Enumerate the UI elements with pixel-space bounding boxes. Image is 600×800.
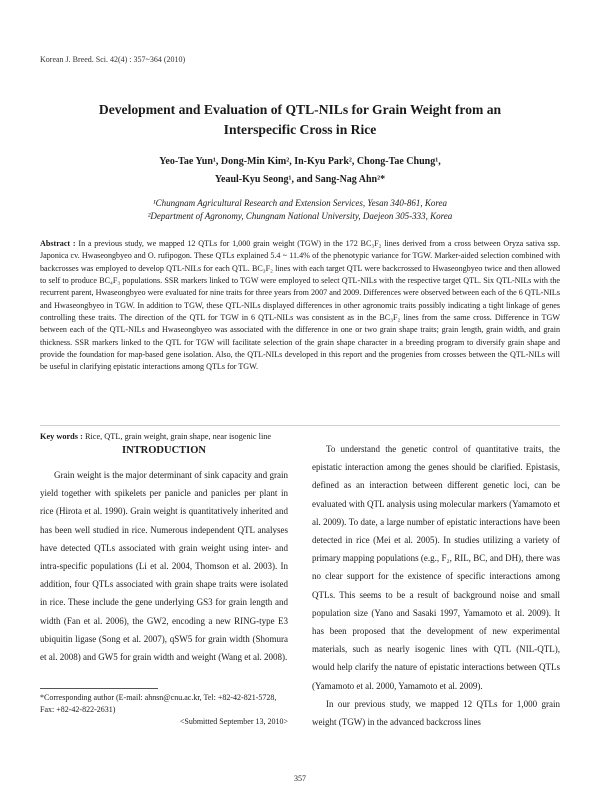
page-number: 357 — [294, 774, 306, 783]
right-column — [312, 440, 560, 731]
section-heading-introduction: INTRODUCTION — [121, 445, 206, 456]
corresponding-author-footnote: *Corresponding author (E-mail: ahnsn@cnu.ac.kr, Tel: +82-42-821-5728, Fax: +82-42-822-2631) — [40, 693, 277, 714]
keywords-text: Rice, QTL, grain weight, grain shape, near isogenic line — [84, 432, 272, 441]
affiliations — [60, 197, 540, 223]
abstract-text: In a previous study, we mapped 12 QTLs for 1,000 grain weight (TGW) in the 172 BC₃F₂ lines derived from a cross between Oryza sativa ssp. Japonica cv. Hwaseongbyeo and O. rufipogon. These QTLs explained 5.4 ~ 11.4% of the phenotypic variance for TGW. Marker-aided selection combined with backcrosses was employed to develop QTL-NILs for each QTL. BC₃F₂ lines with each target QTL were backcrossed to Hwaseongbyeo twice and then allowed to self to produce BC₄F₃ populations. SSR markers linked to TGW were employed to select QTL-NILs with the respective target QTL. Six QTL-NILs with the recurrent parent, Hwaseongbyeo were evaluated for nine traits for three years from 2007 and 2009. Differences were observed between each of the 6 QTL-NILs and Hwaseongbyeo in TGW. In addition to TGW, these QTL-NILs displayed differences in other agronomic traits possibly indicating a tight linkage of genes controlling these traits. The direction of the QTL for TGW in 6 QTL-NILs was consistent as in the BC₃F₂ lines from the same cross. Difference in TGW between each of the QTL-NILs and Hwaseongbyeo was associated with the difference in one or two grain shape traits; grain length, grain width, and grain thickness. SSR markers linked to the QTL for TGW will facilitate selection of the grain shape character in a breeding program to diversify grain shape and provide the foundation for map-based gene isolation. Also, the QTL-NILs developed in this report and the progenies from crosses between the QTL-NILs will be useful in clarifying epistatic interactions among QTLs for TGW. — [40, 239, 560, 372]
affiliation-2: ²Department of Agronomy, Chungnam National University, Daejeon 305-333, Korea — [147, 211, 453, 221]
affiliation-1: ¹Chungnam Agricultural Research and Extension Services, Yesan 340-861, Korea — [152, 198, 447, 208]
abstract-divider — [40, 425, 560, 426]
footnote-divider — [40, 688, 158, 689]
title-line-2: Interspecific Cross in Rice — [223, 122, 377, 137]
left-column — [40, 443, 288, 666]
abstract — [40, 238, 560, 374]
intro-paragraph-3: In our previous study, we mapped 12 QTLs for 1,000 grain weight (TGW) in the advanced backcross lines — [312, 698, 560, 728]
abstract-label: Abstract : — [40, 239, 76, 248]
intro-paragraph-1: Grain weight is the major determinant of sink capacity and grain yield together with spikelets per panicle and panicles per plant in rice (Hirota et al. 1990). Grain weight is quantitatively inherited and has been well studied in rice. Numerous independent QTL analyses have detected QTLs associated with grain weight using inter- and intra-specific populations (Li et al. 2004, Thomson et al. 2003). In addition, four QTLs associated with grain shape traits were isolated in rice. These include the gene underlying GS3 for grain length and width (Fan et al. 2006), the GW2, encoding a new RING-type E3 ubiquitin ligase (Song et al. 2007), qSW5 for grain width (Shomura et al. 2008) and GW5 for grain width and weight (Wang et al. 2008). — [40, 470, 288, 663]
author-list — [60, 153, 540, 189]
paper-title — [40, 100, 560, 140]
keywords-label: Key words : — [40, 432, 83, 441]
title-line-1: Development and Evaluation of QTL-NILs for Grain Weight from an — [98, 102, 502, 117]
submission-date: <Submitted September 13, 2010> — [179, 717, 288, 726]
authors-line-1: Yeo-Tae Yun¹, Dong-Min Kim², In-Kyu Park², Chong-Tae Chung¹, — [159, 156, 441, 167]
journal-header: Korean J. Breed. Sci. 42(4) : 357~364 (2010) — [40, 55, 186, 64]
authors-line-2: Yeaul-Kyu Seong¹, and Sang-Nag Ahn²* — [214, 174, 386, 185]
intro-paragraph-2: To understand the genetic control of quantitative traits, the epistatic interaction among the genes should be clarified. Epistasis, defined as an interaction between different genetic loci, can be evaluated with QTL analysis using molecular markers (Yamamoto et al. 2009). To date, a large number of epistatic interactions have been detected in rice (Mei et al. 2005). In studies utilizing a variety of primary mapping populations (e.g., F₂, RIL, BC, and DH), there was no clear support for the existence of specific interactions among QTLs. This seems to be a result of background noise and small population size (Yano and Sasaki 1997, Yamamoto et al. 2009). It has been proposed that the development of new experimental materials, such as nearly isogenic lines with QTL (NIL-QTL), would help clarify the nature of epistatic interactions between QTLs (Yamamoto et al. 2000, Yamamoto et al. 2009). — [312, 444, 560, 691]
